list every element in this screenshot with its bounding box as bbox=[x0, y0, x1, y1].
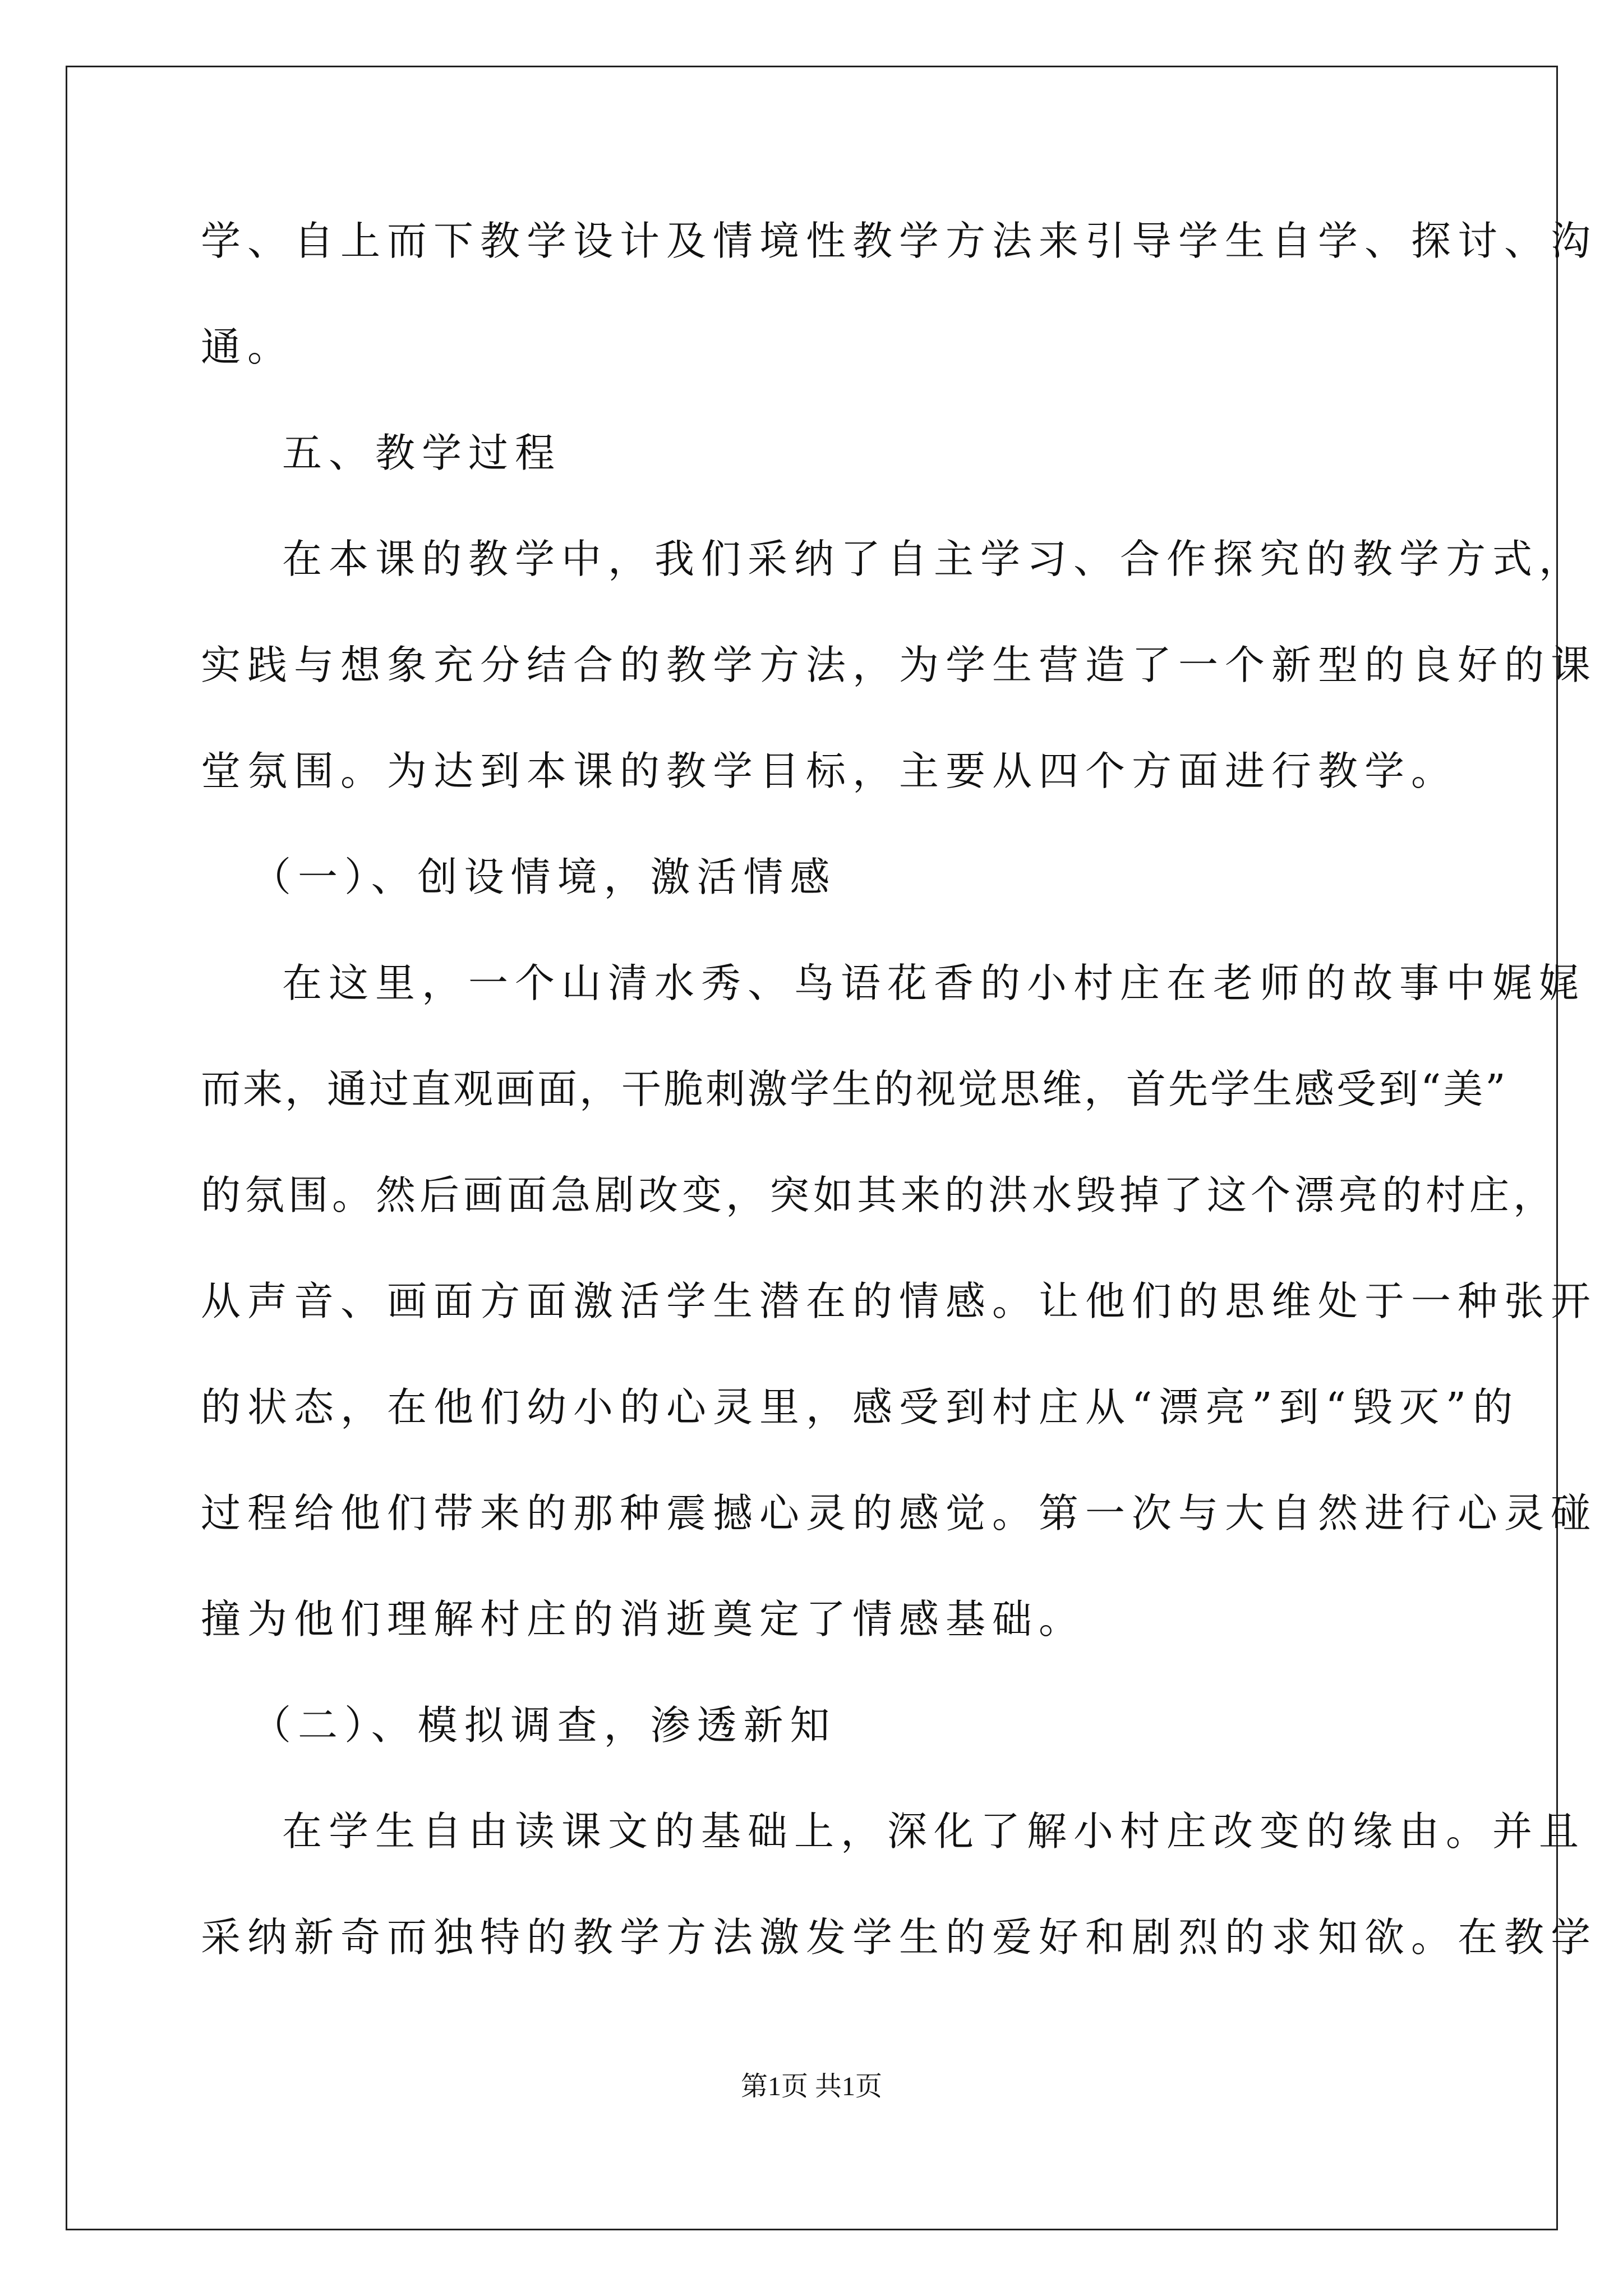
subsection-heading: （一）、创设情境，激活情感 bbox=[251, 854, 837, 900]
text-line: 在本课的教学中，我们采纳了自主学习、合作探究的教学方式， bbox=[282, 536, 1586, 582]
page-border bbox=[66, 66, 1558, 2230]
text-line: 堂氛围。为达到本课的教学目标，主要从四个方面进行教学。 bbox=[201, 748, 1458, 794]
text-line: 通。 bbox=[201, 324, 294, 370]
text-line: 而来，通过直观画面，干脆刺激学生的视觉思维，首先学生感受到“美” bbox=[201, 1066, 1508, 1112]
text-line: 采纳新奇而独特的教学方法激发学生的爱好和剧烈的求知欲。在教学 bbox=[201, 1914, 1598, 1961]
text-line: 的状态，在他们幼小的心灵里，感受到村庄从“漂亮”到“毁灭”的 bbox=[201, 1384, 1520, 1430]
text-line: 在学生自由读课文的基础上，深化了解小村庄改变的缘由。并且 bbox=[282, 1808, 1586, 1855]
text-line: 学、自上而下教学设计及情境性教学方法来引导学生自学、探讨、沟 bbox=[201, 218, 1598, 264]
text-line: 撞为他们理解村庄的消逝奠定了情感基础。 bbox=[201, 1596, 1086, 1642]
text-line: 从声音、画面方面激活学生潜在的情感。让他们的思维处于一种张开 bbox=[201, 1278, 1598, 1324]
text-line: 过程给他们带来的那种震撼心灵的感觉。第一次与大自然进行心灵碰 bbox=[201, 1490, 1598, 1536]
text-line: 的氛围。然后画面急剧改变，突如其来的洪水毁掉了这个漂亮的村庄， bbox=[201, 1172, 1557, 1218]
page-footer: 第1页 共1页 bbox=[740, 2072, 882, 2101]
text-line: 在这里，一个山清水秀、鸟语花香的小村庄在老师的故事中娓娓 bbox=[282, 960, 1586, 1006]
text-line: 实践与想象充分结合的教学方法，为学生营造了一个新型的良好的课 bbox=[201, 642, 1598, 688]
section-heading: 五、教学过程 bbox=[282, 430, 562, 476]
subsection-heading: （二）、模拟调查，渗透新知 bbox=[251, 1702, 837, 1749]
